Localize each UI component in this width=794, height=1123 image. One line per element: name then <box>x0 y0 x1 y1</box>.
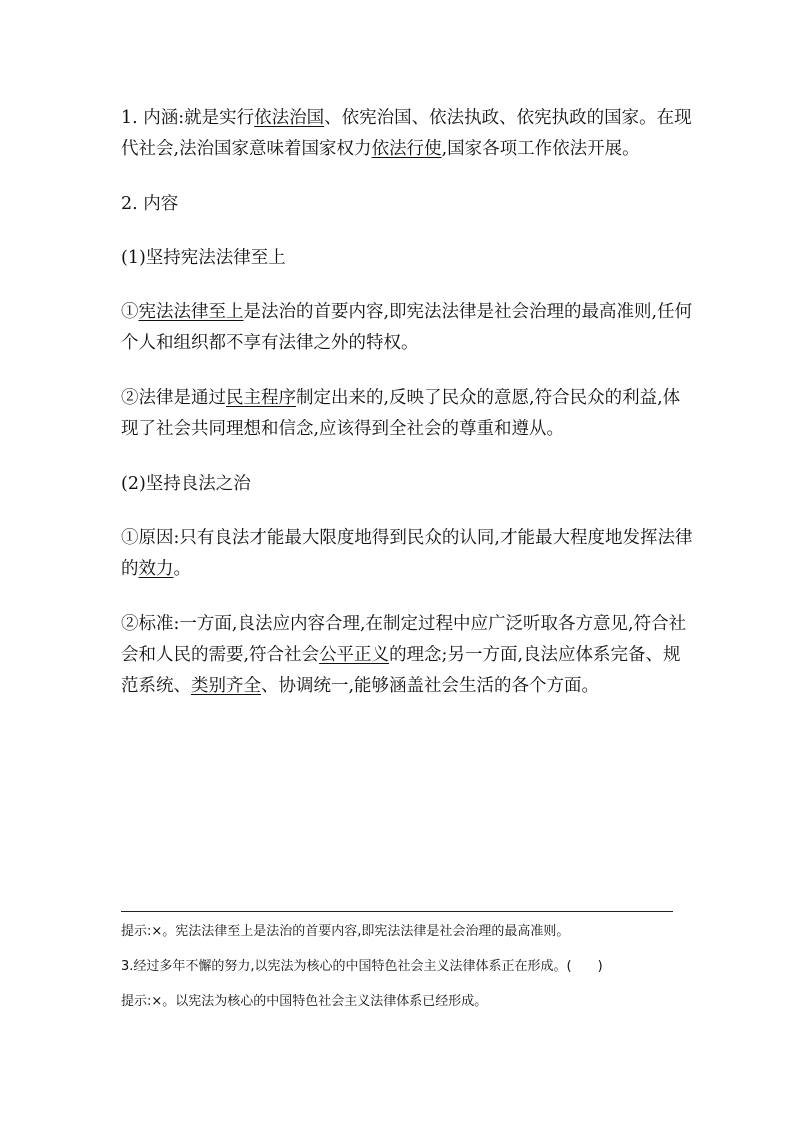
subheading-good-law: (2)坚持良法之治 <box>121 474 251 494</box>
divider-line <box>121 911 673 912</box>
underlined-keyword: 依法行使 <box>371 139 442 159</box>
paragraph-supremacy <box>121 297 696 359</box>
underlined-keyword: 类别齐全 <box>191 676 261 696</box>
underlined-keyword: 效力 <box>138 559 174 579</box>
question-3: 3.经过多年不懈的努力,以宪法为核心的中国特色社会主义法律体系正在形成。( ) <box>121 959 603 974</box>
heading-content: 2. 内容 <box>121 194 179 214</box>
paragraph-reason <box>121 523 696 585</box>
notes-section <box>121 922 681 1027</box>
subheading-constitution-supremacy: (1)坚持宪法法律至上 <box>121 248 286 268</box>
text-span: ,国家各项工作依法开展。 <box>441 139 640 159</box>
text-span: ① <box>121 302 139 322</box>
paragraph-connotation <box>121 103 696 165</box>
text-span: 、协调统一,能够涵盖社会生活的各个方面。 <box>261 676 600 696</box>
hint-3: 提示:×。以宪法为核心的中国特色社会主义法律体系已经形成。 <box>121 994 488 1009</box>
paragraph-democratic-procedure <box>121 383 696 445</box>
text-span: ①原因:只有良法才能最大限度地得到民众的认同,才能最大程度地发挥法律的 <box>121 528 693 579</box>
underlined-keyword: 依法治国 <box>254 108 325 128</box>
hint-1: 提示:×。宪法法律至上是法治的首要内容,即宪法法律是社会治理的最高准则。 <box>121 924 570 939</box>
main-content <box>121 103 696 726</box>
text-span: 。 <box>173 559 191 579</box>
underlined-keyword: 宪法法律至上 <box>138 302 244 322</box>
text-span: ②标准:一方面,良法应内容合理,在制定过程中应广泛听取各方意见,符合社会和人民的需要,符合社会 <box>121 614 687 665</box>
text-span: ②法律是通过 <box>121 388 226 408</box>
text-span: 的理念;另一方面,良法应体系完备、规范系统、 <box>121 645 681 696</box>
text-span: 制定出来的,反映了民众的意愿,符合民众的利益,体现了社会共同理想和信念,应该得到全社会的尊重和遵从。 <box>121 388 681 439</box>
paragraph-standard <box>121 609 696 702</box>
text-span: 是法治的首要内容,即宪法法律是社会治理的最高准则,任何个人和组织都不享有法律之外的特权。 <box>121 302 693 353</box>
underlined-keyword: 民主程序 <box>226 388 296 408</box>
text-span: 1. 内涵:就是实行 <box>121 108 255 128</box>
text-span: 、依宪治国、依法执政、依宪执政的国家。在现代社会,法治国家意味着国家权力 <box>121 108 692 159</box>
underlined-keyword: 公平正义 <box>319 645 390 665</box>
